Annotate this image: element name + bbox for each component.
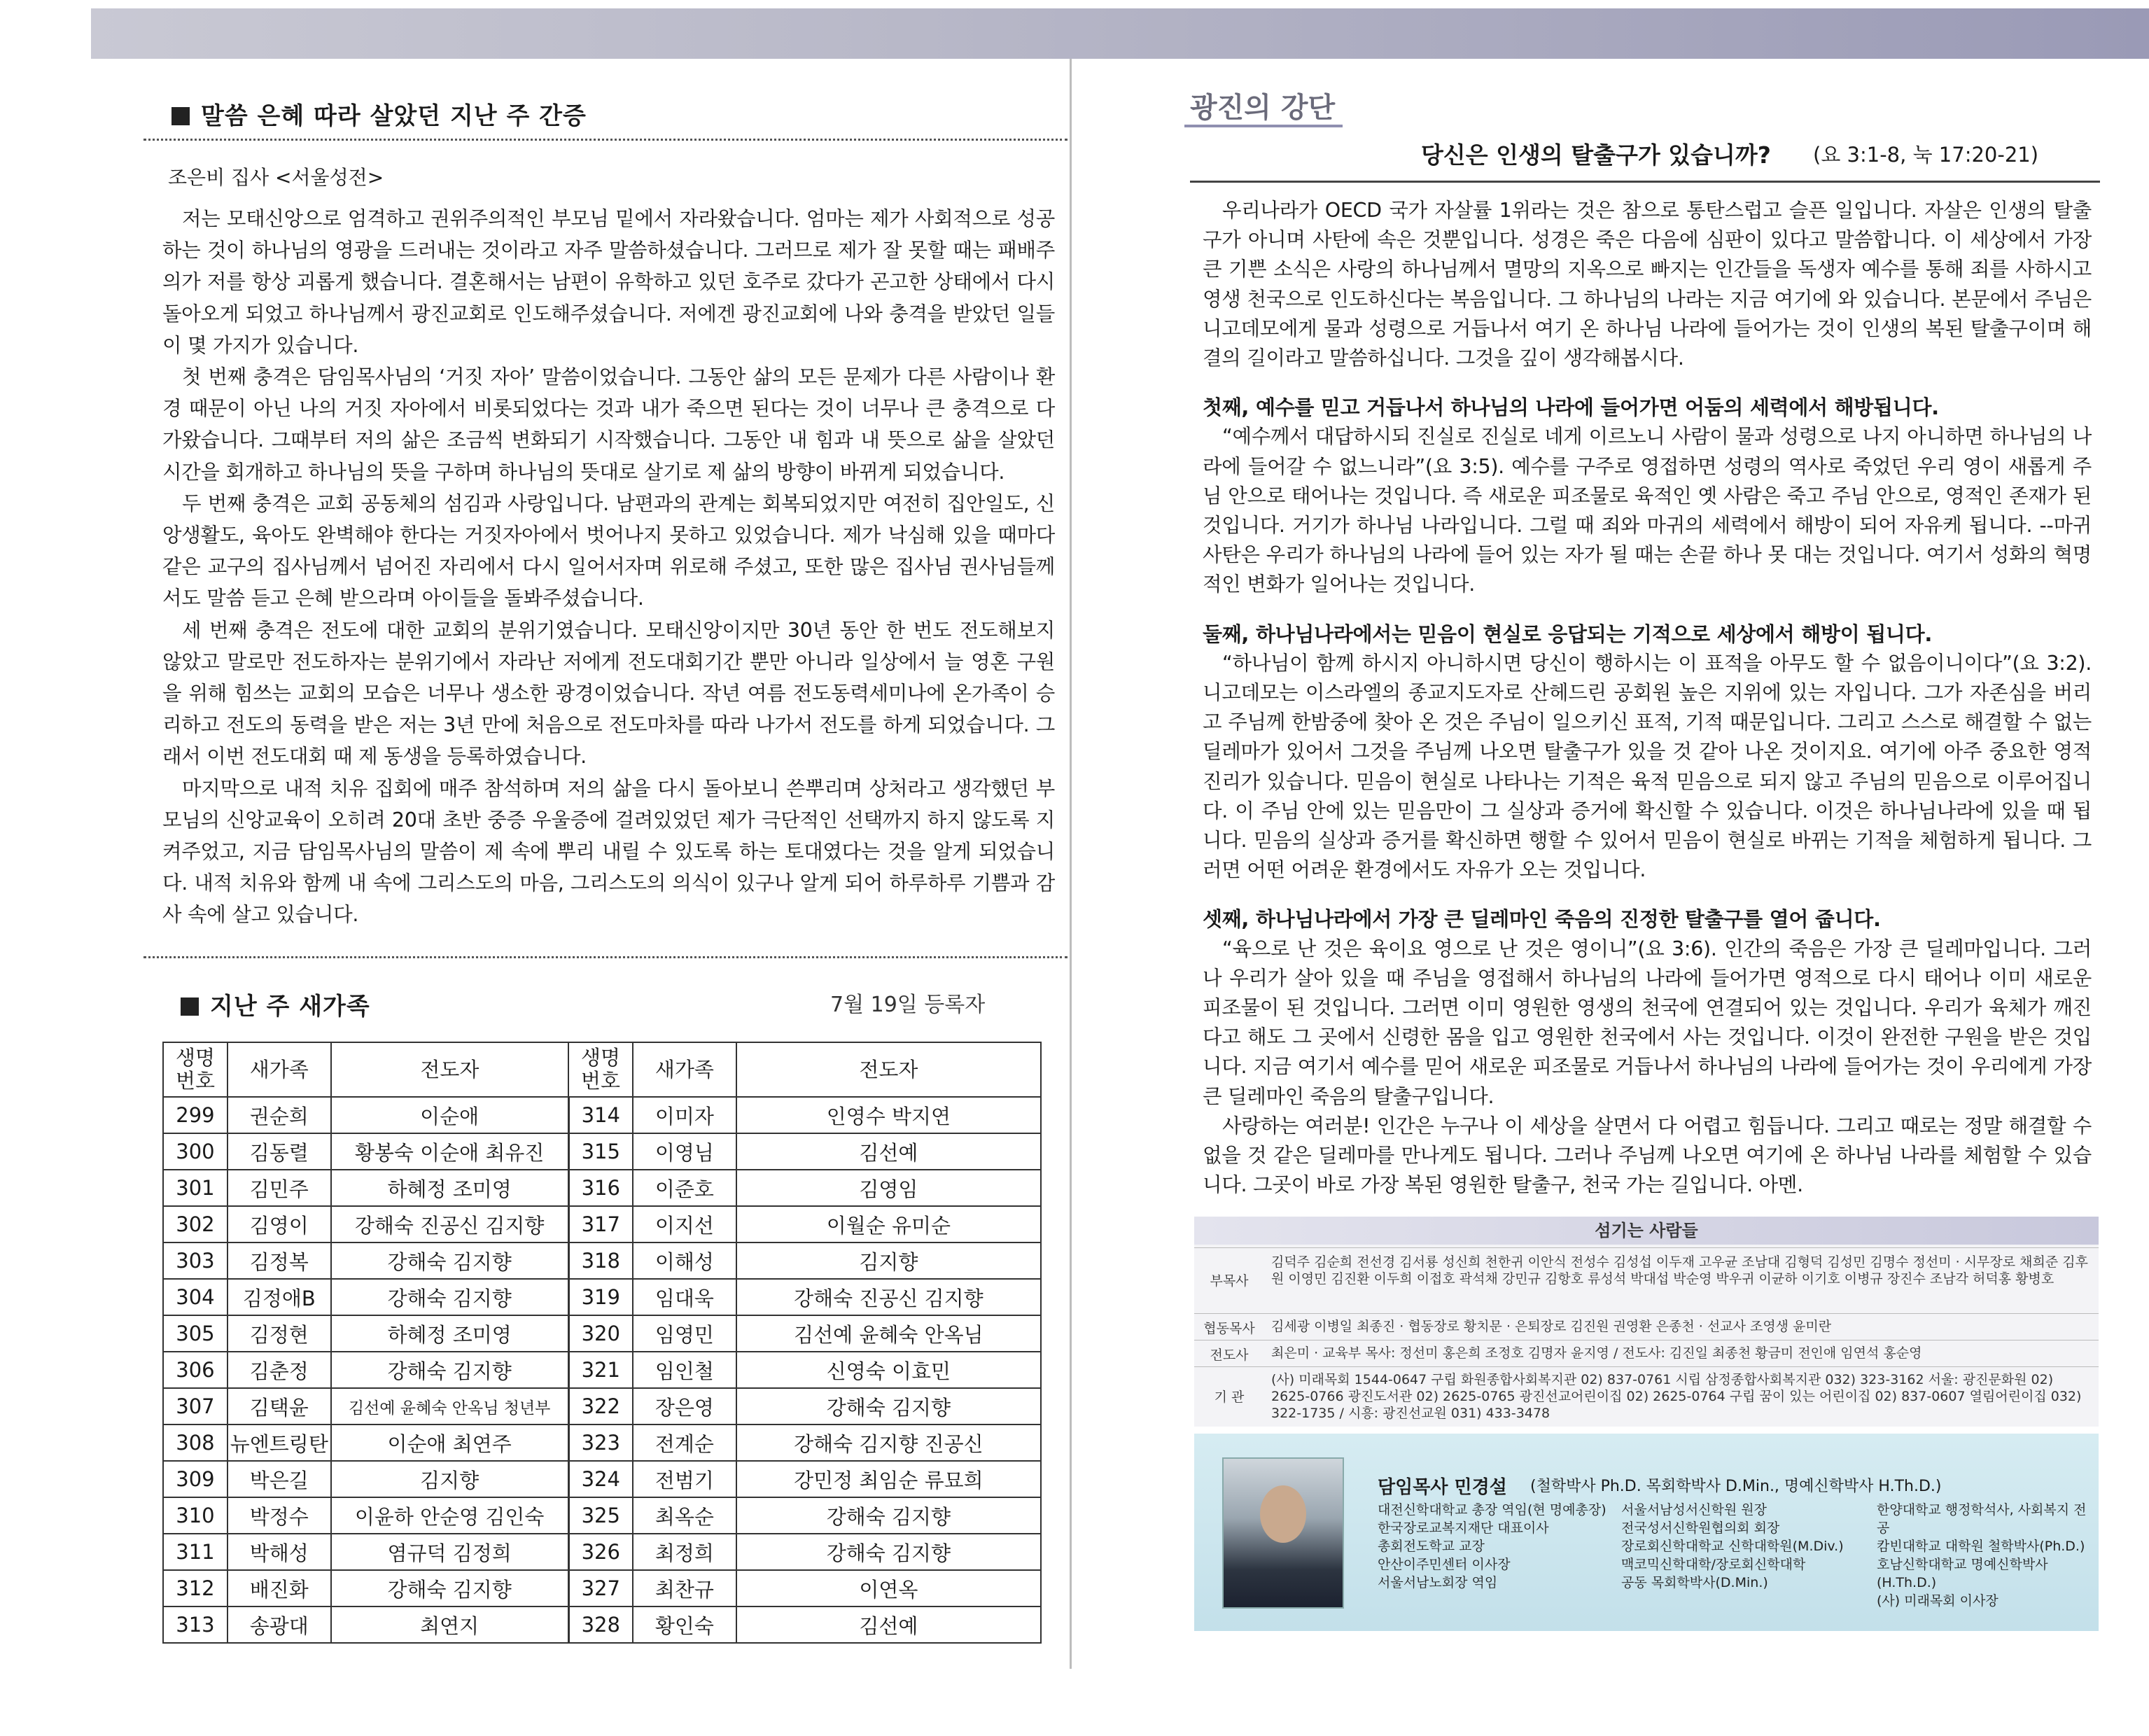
table-cell: 이영님 xyxy=(633,1133,736,1170)
table-cell: 312 xyxy=(163,1570,227,1606)
table-cell: 313 xyxy=(163,1606,227,1643)
title-rule xyxy=(1190,181,2100,183)
staff-names: 김덕주 김순희 전선경 김서룡 성신희 천한귀 이안식 전성수 김성섭 이두재 고우균 조남대 김형덕 김성민 김명수 정선미 · 시무장로 채희준 김후원 이영민 김진환 이두희 이접호 곽석채 강민규 김항호 류성석 박대섭 박순영 박우귀 이균하 이기호 이병규 장진수 조남각 허덕홍 황병호 xyxy=(1271,1254,2088,1287)
table-cell: 이윤하 안순영 김인숙 xyxy=(331,1497,568,1534)
table-cell: 307 xyxy=(163,1388,227,1424)
table-cell: 전범기 xyxy=(633,1461,736,1497)
staff-names: 김세광 이병일 최종진 · 협동장로 황치문 · 은퇴장로 김진원 권영환 은종천 · 선교사 조영생 윤미란 xyxy=(1271,1319,1832,1334)
testimony-body xyxy=(162,203,1055,931)
career-line: 안산이주민센터 이사장 xyxy=(1378,1557,1511,1572)
table-cell: 299 xyxy=(163,1097,227,1133)
career-line: 한양대학교 행정학석사, 사회복지 전공 xyxy=(1877,1502,2087,1536)
table-cell: 이순애 최연주 xyxy=(331,1424,568,1461)
table-cell: 328 xyxy=(568,1606,633,1643)
pastor-credentials: (철학박사 Ph.D. 목회학박사 D.Min., 명예신학박사 H.Th.D.) xyxy=(1530,1478,1942,1495)
table-cell: 임대욱 xyxy=(633,1279,736,1315)
career-line: (사) 미래목회 이사장 xyxy=(1877,1593,1998,1609)
sermon-point-body: “육으로 난 것은 육이요 영으로 난 것은 영이니”(요 3:6). 인간의 죽음은 가장 큰 딜레마입니다. 그러나 우리가 살아 있을 때 주님을 영접해서 하나님의 나라에 들어가면 영적으로 다시 태어나 이미 새로운 피조물이 된 것입니다. 그러면 이미 영원한 영생의 천국에 연결되어 있는 것입니다. 우리가 육체가 깨진다고 해도 그 곳에서 신령한 몸을 입고 영원한 천국에서 사는 것입니다. 이것이 완전한 구원을 받은 것입니다. 지금 여기서 예수를 믿어 새로운 피조물로 거듭나서 하나님의 나라에 들어가는 것이 우리에게 가장 큰 딜레마인 죽음의 탈출구입니다. xyxy=(1203,937,2092,1108)
staff-row xyxy=(1194,1247,2099,1311)
table-cell: 311 xyxy=(163,1534,227,1570)
sermon-point-title: 둘째, 하나님나라에서는 믿음이 현실로 응답되는 기적으로 세상에서 해방이 됩니다. xyxy=(1203,622,1933,646)
table-cell: 301 xyxy=(163,1170,227,1206)
testimony-paragraph: 첫 번째 충격은 담임목사님의 ‘거짓 자아’ 말씀이었습니다. 그동안 삶의 모든 문제가 다른 사람이나 환경 때문이 아닌 나의 거짓 자아에서 비롯되었다는 것과 내가 죽으면 된다는 것이 너무나 큰 충격으로 다가왔습니다. 그때부터 저의 삶은 조금씩 변화되기 시작했습니다. 그동안 내 힘과 내 뜻으로 삶을 살았던 시간을 회개하고 하나님의 뜻을 구하며 하나님의 뜻대로 살기로 제 삶의 방향이 바뀌게 되었습니다. xyxy=(162,365,1055,484)
table-row xyxy=(163,1461,1041,1497)
table-cell: 324 xyxy=(568,1461,633,1497)
table-cell: 이지선 xyxy=(633,1206,736,1242)
table-cell: 308 xyxy=(163,1424,227,1461)
testimony-heading: 말씀 은혜 따라 살았던 지난 주 간증 xyxy=(172,97,587,131)
table-cell: 김선예 윤혜숙 안옥님 청년부 xyxy=(331,1388,568,1424)
table-cell: 이미자 xyxy=(633,1097,736,1133)
career-line: 전국성서신학원협의회 회장 xyxy=(1621,1520,1780,1536)
table-cell: 박정수 xyxy=(227,1497,331,1534)
table-cell: 김정애B xyxy=(227,1279,331,1315)
table-cell: 김택윤 xyxy=(227,1388,331,1424)
table-cell: 304 xyxy=(163,1279,227,1315)
table-cell: 최옥순 xyxy=(633,1497,736,1534)
staff-role: 기 관 xyxy=(1214,1390,1245,1405)
staff-names: (사) 미래목회 1544-0647 구립 화원종합사회복지관 02) 837-0761 시립 삼정종합사회복지관 032) 323-3162 서울: 광진문화원 02) 2625-0766 광진도서관 02) 2625-0765 광진선교어린이집 02) 2625-0764 구립 꿈이 있는 어린이집 02) 837-0607 열림어린이집 032) 322-1735 / 시흥: 광진선교원 031) 433-3478 xyxy=(1271,1372,2082,1421)
testimony-paragraph: 세 번째 충격은 전도에 대한 교회의 분위기였습니다. 모태신앙이지만 30년 동안 한 번도 전도해보지 않았고 말로만 전도하자는 분위기에서 자라난 저에게 전도대회기간 뿐만 아니라 일상에서 늘 영혼 구원을 위해 힘쓰는 교회의 모습은 너무나 생소한 광경이었습니다. 작년 여름 전도동력세미나에 온가족이 승리하고 전도의 동력을 받은 저는 3년 만에 처음으로 전도마차를 따라 나가서 전도를 하게 되었습니다. 그래서 이번 전도대회 때 제 동생을 등록하였습니다. xyxy=(162,618,1055,769)
table-row xyxy=(163,1388,1041,1424)
table-cell: 뉴엔트링탄 xyxy=(227,1424,331,1461)
table-cell: 강민정 최임순 류묘희 xyxy=(736,1461,1041,1497)
table-cell: 306 xyxy=(163,1352,227,1388)
table-cell: 장은영 xyxy=(633,1388,736,1424)
table-cell: 김선예 xyxy=(736,1606,1041,1643)
career-line: 서울서남노회장 역임 xyxy=(1378,1575,1498,1590)
table-row xyxy=(163,1570,1041,1606)
registration-date: 7월 19일 등록자 xyxy=(830,993,986,1017)
table-cell: 326 xyxy=(568,1534,633,1570)
table-cell: 이순애 xyxy=(331,1097,568,1133)
table-cell: 김민주 xyxy=(227,1170,331,1206)
sermon-point-title: 셋째, 하나님나라에서 가장 큰 딜레마인 죽음의 진정한 탈출구를 열어 줍니다. xyxy=(1203,907,1881,932)
table-cell: 강해숙 진공신 김지향 xyxy=(736,1279,1041,1315)
staff-names: 최은미 · 교육부 목사: 정선미 홍은희 조정호 김명자 윤지영 / 전도사: 김진일 최종천 황금미 전인애 임연석 홍순영 xyxy=(1271,1345,1922,1361)
table-cell: 인영수 박지연 xyxy=(736,1097,1041,1133)
pastor-profile xyxy=(1194,1434,2099,1631)
table-cell: 이월순 유미순 xyxy=(736,1206,1041,1242)
staff-row xyxy=(1194,1366,2099,1426)
career-line: 호남신학대학교 명예신학박사(H.Th.D.) xyxy=(1877,1557,2048,1590)
table-cell: 이해성 xyxy=(633,1242,736,1279)
table-cell: 최찬규 xyxy=(633,1570,736,1606)
square-bullet-icon xyxy=(181,997,199,1016)
table-cell: 303 xyxy=(163,1242,227,1279)
table-body xyxy=(163,1097,1041,1643)
staff-role: 전도사 xyxy=(1210,1348,1249,1363)
table-row xyxy=(163,1097,1041,1133)
table-cell: 302 xyxy=(163,1206,227,1242)
table-cell: 황봉숙 이순애 최유진 xyxy=(331,1133,568,1170)
table-cell: 305 xyxy=(163,1315,227,1352)
table-row xyxy=(163,1424,1041,1461)
table-cell: 김정현 xyxy=(227,1315,331,1352)
table-row xyxy=(163,1497,1041,1534)
section-label: 광진의 강단 xyxy=(1190,92,1336,124)
testimony-paragraph: 마지막으로 내적 치유 집회에 매주 참석하며 저의 삶을 다시 돌아보니 쓴뿌리며 상처라고 생각했던 부모님의 신앙교육이 오히려 20대 초반 중증 우울증에 걸려있었던 제가 극단적인 선택까지 하지 않도록 지켜주었고, 지금 담임목사님의 말씀이 제 속에 뿌리 내릴 수 있도록 하는 토대였다는 것을 알게 되었습니다. 내적 치유와 함께 내 속에 그리스도의 마음, 그리스도의 의식이 있구나 알게 되어 하루하루 기쁨과 감사 속에 살고 있습니다. xyxy=(162,776,1055,927)
dotted-divider xyxy=(144,139,1068,141)
table-cell: 이연옥 xyxy=(736,1570,1041,1606)
top-decorative-band xyxy=(91,8,2149,59)
testimony-paragraph: 두 번째 충격은 교회 공동체의 섬김과 사랑입니다. 남편과의 관계는 회복되었지만 여전히 집안일도, 신앙생활도, 육아도 완벽해야 한다는 거짓자아에서 벗어나지 못하고 있었습니다. 제가 낙심해 있을 때마다 같은 교구의 집사님께서 넘어진 자리에서 다시 일어서자며 위로해 주셨고, 또한 많은 집사님 권사님들께서도 말씀 듣고 은혜 받으라며 아이들을 돌봐주셨습니다. xyxy=(162,491,1055,610)
table-cell: 김춘정 xyxy=(227,1352,331,1388)
table-cell: 321 xyxy=(568,1352,633,1388)
sermon-reference: (요 3:1-8, 눅 17:20-21) xyxy=(1813,143,2039,167)
page-divider xyxy=(1070,59,1072,1669)
staff-box xyxy=(1194,1217,2099,1427)
staff-row xyxy=(1194,1340,2099,1364)
table-cell: 300 xyxy=(163,1133,227,1170)
table-row xyxy=(163,1606,1041,1643)
table-cell: 신영숙 이효민 xyxy=(736,1352,1041,1388)
table-cell: 강해숙 김지향 xyxy=(331,1352,568,1388)
section-label-underline xyxy=(1184,125,1343,127)
table-cell: 김영이 xyxy=(227,1206,331,1242)
table-cell: 김선예 윤혜숙 안옥님 xyxy=(736,1315,1041,1352)
table-cell: 김선예 xyxy=(736,1133,1041,1170)
table-cell: 김영임 xyxy=(736,1170,1041,1206)
table-cell: 강해숙 진공신 김지향 xyxy=(331,1206,568,1242)
table-cell: 박은길 xyxy=(227,1461,331,1497)
pastor-career-col3 xyxy=(1877,1501,2099,1610)
table-row xyxy=(163,1206,1041,1242)
table-cell: 강해숙 김지향 xyxy=(331,1279,568,1315)
table-cell: 송광대 xyxy=(227,1606,331,1643)
table-cell: 최정희 xyxy=(633,1534,736,1570)
column-header: 새가족 xyxy=(227,1042,331,1097)
table-cell: 강해숙 김지향 xyxy=(736,1388,1041,1424)
table-cell: 황인숙 xyxy=(633,1606,736,1643)
pastor-career-col2 xyxy=(1621,1501,1844,1592)
staff-role: 부목사 xyxy=(1210,1273,1249,1289)
table-row xyxy=(163,1315,1041,1352)
career-line: 맥코믹신학대학/장로회신학대학 xyxy=(1621,1557,1806,1572)
sermon-point-body: “하나님이 함께 하시지 아니하시면 당신이 행하시는 이 표적을 아무도 할 수 없음이니이다”(요 3:2). 니고데모는 이스라엘의 종교지도자로 산헤드린 공회원 높은 지위에 있는 자입니다. 그가 자존심을 버리고 주님께 한밤중에 찾아 온 것은 주님이 일으키신 표적, 기적 때문입니다. 그리고 스스로 해결할 수 없는 딜레마가 있어서 그것을 주님께 나오면 탈출구가 있을 것 같아 나온 것이지요. 여기에 아주 중요한 영적 진리가 있습니다. 믿음이 현실로 나타나는 기적은 육적 믿음으로 되지 않고 주님의 믿음으로 이루어집니다. 이 주님 안에 있는 믿음만이 그 실상과 증거에 확신할 수 있습니다. 이것은 하나님나라에 있을 때 됩니다. 믿음의 실상과 증거를 확신하면 행할 수 있어서 믿음이 현실로 바뀌는 기적을 체험하게 됩니다. 그러면 어떤 어려운 환경에서도 자유가 오는 것입니다. xyxy=(1203,651,2092,882)
table-cell: 318 xyxy=(568,1242,633,1279)
table-cell: 320 xyxy=(568,1315,633,1352)
career-line: 서울서남성서신학원 원장 xyxy=(1621,1502,1767,1518)
sermon-body xyxy=(1203,196,2092,1200)
table-cell: 강해숙 김지향 xyxy=(736,1534,1041,1570)
sermon-title: 당신은 인생의 탈출구가 있습니까? xyxy=(1421,141,1771,169)
testimony-paragraph: 저는 모태신앙으로 엄격하고 권위주의적인 부모님 밑에서 자라왔습니다. 엄마는 제가 사회적으로 성공하는 것이 하나님의 영광을 드러내는 것이라고 자주 말씀하셨습니다. 그러므로 제가 잘 못할 때는 패배주의가 저를 항상 괴롭게 했습니다. 결혼해서는 남편이 유학하고 있던 호주로 갔다가 곤고한 상태에서 다시 돌아오게 되었고 하나님께서 광진교회로 인도해주셨습니다. 저에겐 광진교회에 나와 충격을 받았던 일들이 몇 가지가 있습니다. xyxy=(162,207,1055,357)
career-line: 총회전도학교 교장 xyxy=(1378,1539,1485,1554)
career-line: 대전신학대학교 총장 역임(현 명예총장) xyxy=(1378,1502,1606,1518)
career-line: 한국장로교복지재단 대표이사 xyxy=(1378,1520,1549,1536)
table-cell: 권순희 xyxy=(227,1097,331,1133)
column-header: 전도자 xyxy=(736,1042,1041,1097)
pastor-career-col1 xyxy=(1378,1501,1606,1592)
pastor-photo xyxy=(1222,1457,1344,1609)
career-line: 장로회신학대학교 신학대학원(M.Div.) xyxy=(1621,1539,1844,1554)
table-row xyxy=(163,1352,1041,1388)
career-line: 공동 목회학박사(D.Min.) xyxy=(1621,1575,1768,1590)
table-cell: 강해숙 김지향 xyxy=(331,1570,568,1606)
table-cell: 강해숙 김지향 xyxy=(736,1497,1041,1534)
table-cell: 강해숙 김지향 xyxy=(331,1242,568,1279)
table-cell: 배진화 xyxy=(227,1570,331,1606)
table-cell: 327 xyxy=(568,1570,633,1606)
table-row xyxy=(163,1242,1041,1279)
table-cell: 319 xyxy=(568,1279,633,1315)
sermon-intro: 우리나라가 OECD 국가 자살률 1위라는 것은 참으로 통탄스럽고 슬픈 일입니다. 자살은 인생의 탈출구가 아니며 사탄에 속은 것뿐입니다. 성경은 죽은 다음에 심판이 있다고 말씀합니다. 이 세상에서 가장 큰 기쁜 소식은 사랑의 하나님께서 멸망의 지옥으로 빠지는 인간들을 독생자 예수를 통해 죄를 사하시고 영생 천국으로 인도하신다는 복음입니다. 그 하나님의 나라는 지금 여기에 와 있습니다. 본문에서 주님은 니고데모에게 물과 성령으로 거듭나서 여기 온 하나님 나라에 들어가는 것이 인생의 복된 탈출구이며 해결의 길이라고 말씀하십니다. 그것을 깊이 생각해봅시다. xyxy=(1203,199,2092,370)
table-row xyxy=(163,1133,1041,1170)
table-cell: 김동렬 xyxy=(227,1133,331,1170)
table-cell: 박해성 xyxy=(227,1534,331,1570)
column-header: 생명 번호 xyxy=(163,1042,227,1097)
table-cell: 전계순 xyxy=(633,1424,736,1461)
table-row xyxy=(163,1534,1041,1570)
testimony-author: 조은비 집사 <서울성전> xyxy=(168,166,384,189)
table-cell: 김지향 xyxy=(331,1461,568,1497)
sermon-point-body: “예수께서 대답하시되 진실로 진실로 네게 이르노니 사람이 물과 성령으로 나지 아니하면 하나님의 나라에 들어갈 수 없느니라”(요 3:5). 예수를 구주로 영접하면 성령의 역사로 죽었던 우리 영이 새롭게 주님 안으로 태어나는 것입니다. 즉 새로운 피조물로 육적인 옛 사람은 죽고 주님 안으로, 영적인 존재가 된 것입니다. 거기가 하나님 나라입니다. 그럴 때 죄와 마귀의 세력에서 해방이 되어 자유케 됩니다. --마귀 사탄은 우리가 하나님의 나라에 들어 있는 자가 될 때는 손끝 하나 못 대는 것입니다. 여기서 성화의 혁명적인 변화가 일어나는 것입니다. xyxy=(1203,425,2092,596)
staff-role: 협동목사 xyxy=(1203,1321,1255,1336)
table-cell: 317 xyxy=(568,1206,633,1242)
table-cell: 310 xyxy=(163,1497,227,1534)
table-cell: 314 xyxy=(568,1097,633,1133)
newfamily-table xyxy=(162,1042,1042,1644)
table-cell: 316 xyxy=(568,1170,633,1206)
table-cell: 최연지 xyxy=(331,1606,568,1643)
table-cell: 하혜정 조미영 xyxy=(331,1315,568,1352)
dotted-divider xyxy=(144,956,1068,958)
table-cell: 임영민 xyxy=(633,1315,736,1352)
pastor-name: 담임목사 민경설 xyxy=(1378,1477,1507,1498)
square-bullet-icon xyxy=(172,107,190,125)
table-cell: 322 xyxy=(568,1388,633,1424)
table-cell: 김지향 xyxy=(736,1242,1041,1279)
newfamily-heading: 지난 주 새가족 xyxy=(181,987,370,1021)
column-header: 전도자 xyxy=(331,1042,568,1097)
staff-row xyxy=(1194,1313,2099,1338)
staff-heading: 섬기는 사람들 xyxy=(1194,1217,2099,1245)
table-header xyxy=(163,1042,1041,1097)
table-cell: 하혜정 조미영 xyxy=(331,1170,568,1206)
table-cell: 강해숙 김지향 진공신 xyxy=(736,1424,1041,1461)
career-line: 캄빈대학교 대학원 철학박사(Ph.D.) xyxy=(1877,1539,2085,1554)
table-cell: 309 xyxy=(163,1461,227,1497)
sermon-point-title: 첫째, 예수를 믿고 거듭나서 하나님의 나라에 들어가면 어둠의 세력에서 해방됩니다. xyxy=(1203,396,1939,420)
table-row xyxy=(163,1170,1041,1206)
table-cell: 김정복 xyxy=(227,1242,331,1279)
table-cell: 325 xyxy=(568,1497,633,1534)
sermon-closing: 사랑하는 여러분! 인간은 누구나 이 세상을 살면서 다 어렵고 힘듭니다. 그리고 때로는 정말 해결할 수 없을 것 같은 딜레마를 만나게도 됩니다. 그러나 주님께 나오면 여기에 온 하나님 나라를 체험할 수 있습니다. 그곳이 바로 가장 복된 영원한 탈출구, 천국 가는 길입니다. 아멘. xyxy=(1203,1114,2092,1197)
table-cell: 염규덕 김정희 xyxy=(331,1534,568,1570)
table-row xyxy=(163,1279,1041,1315)
column-header: 생명 번호 xyxy=(568,1042,633,1097)
column-header: 새가족 xyxy=(633,1042,736,1097)
table-cell: 이준호 xyxy=(633,1170,736,1206)
table-cell: 315 xyxy=(568,1133,633,1170)
table-cell: 임인철 xyxy=(633,1352,736,1388)
table-cell: 323 xyxy=(568,1424,633,1461)
